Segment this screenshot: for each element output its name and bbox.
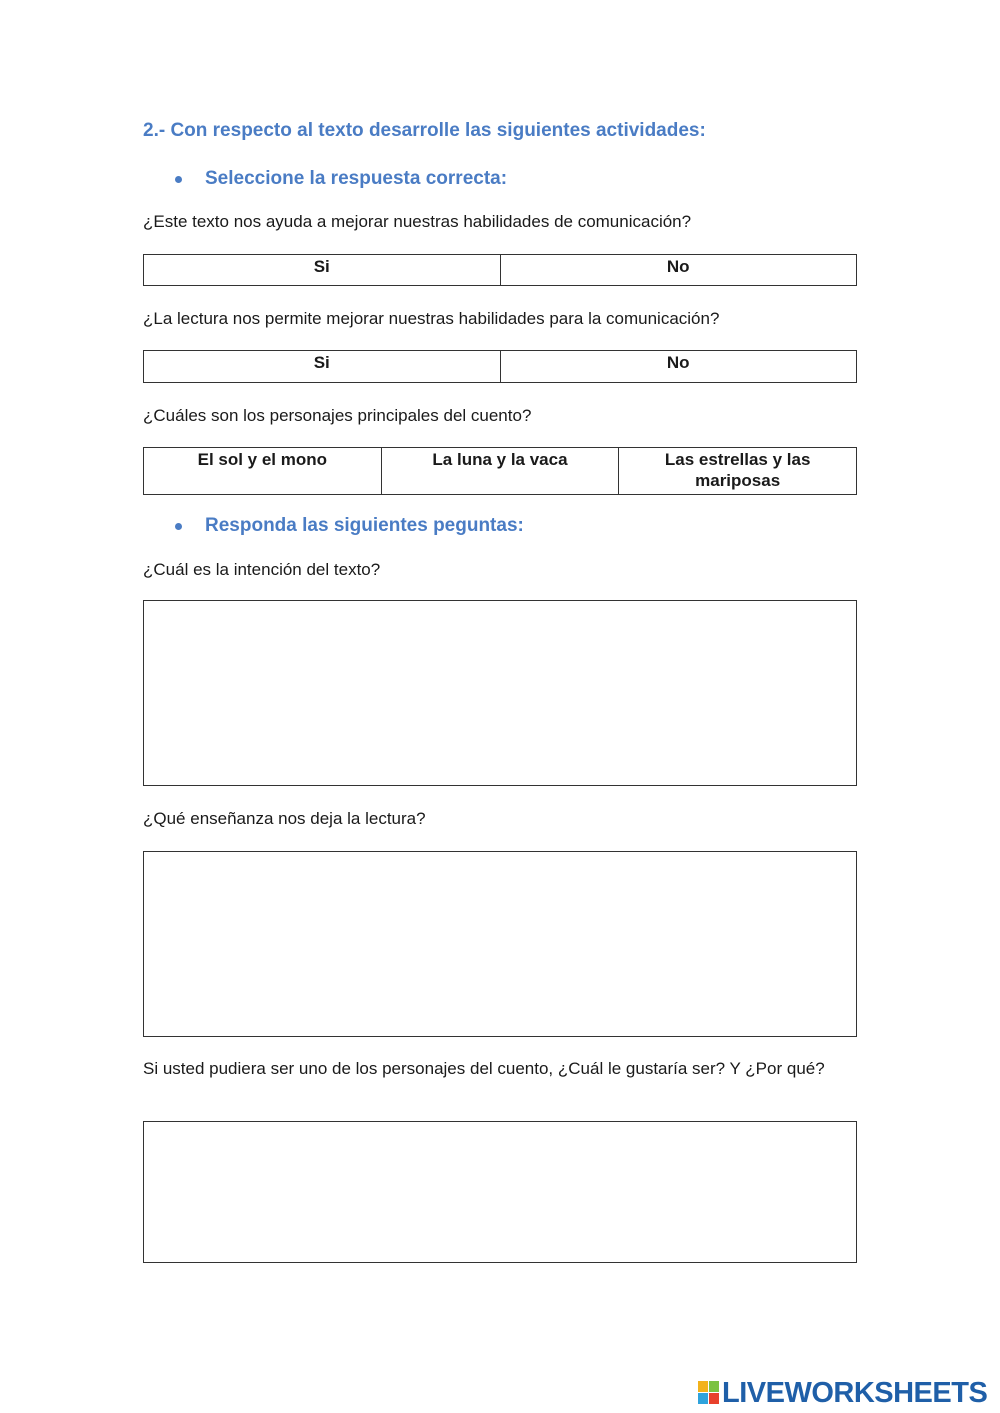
option-luna-vaca[interactable]: La luna y la vaca: [381, 448, 619, 495]
answer-box-1[interactable]: [143, 600, 857, 786]
section-title: 2.- Con respecto al texto desarrolle las siguientes actividades:: [143, 120, 706, 141]
option-si[interactable]: Si: [144, 351, 501, 383]
logo-text: LIVEWORKSHEETS: [722, 1377, 988, 1409]
question-2: ¿La lectura nos permite mejorar nuestras habilidades para la comunicación?: [143, 309, 720, 328]
open-question-2: ¿Qué enseñanza nos deja la lectura?: [143, 809, 426, 828]
part2-heading-text: Responda las siguientes peguntas:: [205, 515, 524, 536]
part1-heading-text: Seleccione la respuesta correcta:: [205, 168, 508, 189]
option-sol-mono[interactable]: El sol y el mono: [144, 448, 382, 495]
part2-heading: [175, 515, 524, 537]
option-si[interactable]: Si: [144, 255, 501, 286]
logo-mark-icon: [698, 1381, 720, 1405]
options-table-1: [143, 254, 857, 286]
option-no[interactable]: No: [500, 255, 857, 286]
part1-heading: [175, 168, 507, 190]
options-table-3: [143, 447, 857, 495]
question-1: ¿Este texto nos ayuda a mejorar nuestras habilidades de comunicación?: [143, 212, 692, 231]
options-table-2: [143, 350, 857, 383]
bullet-icon: [175, 176, 182, 183]
answer-box-2[interactable]: [143, 851, 857, 1037]
option-no[interactable]: No: [500, 351, 857, 383]
question-3: ¿Cuáles son los personajes principales del cuento?: [143, 406, 532, 425]
open-question-3: Si usted pudiera ser uno de los personajes del cuento, ¿Cuál le gustaría ser? Y ¿Por qué?: [143, 1059, 825, 1078]
bullet-icon: [175, 523, 182, 530]
liveworksheets-logo: [698, 1378, 987, 1408]
option-estrellas-mariposas[interactable]: Las estrellas y las mariposas: [619, 448, 857, 495]
answer-box-3[interactable]: [143, 1121, 857, 1263]
open-question-1: ¿Cuál es la intención del texto?: [143, 560, 381, 579]
